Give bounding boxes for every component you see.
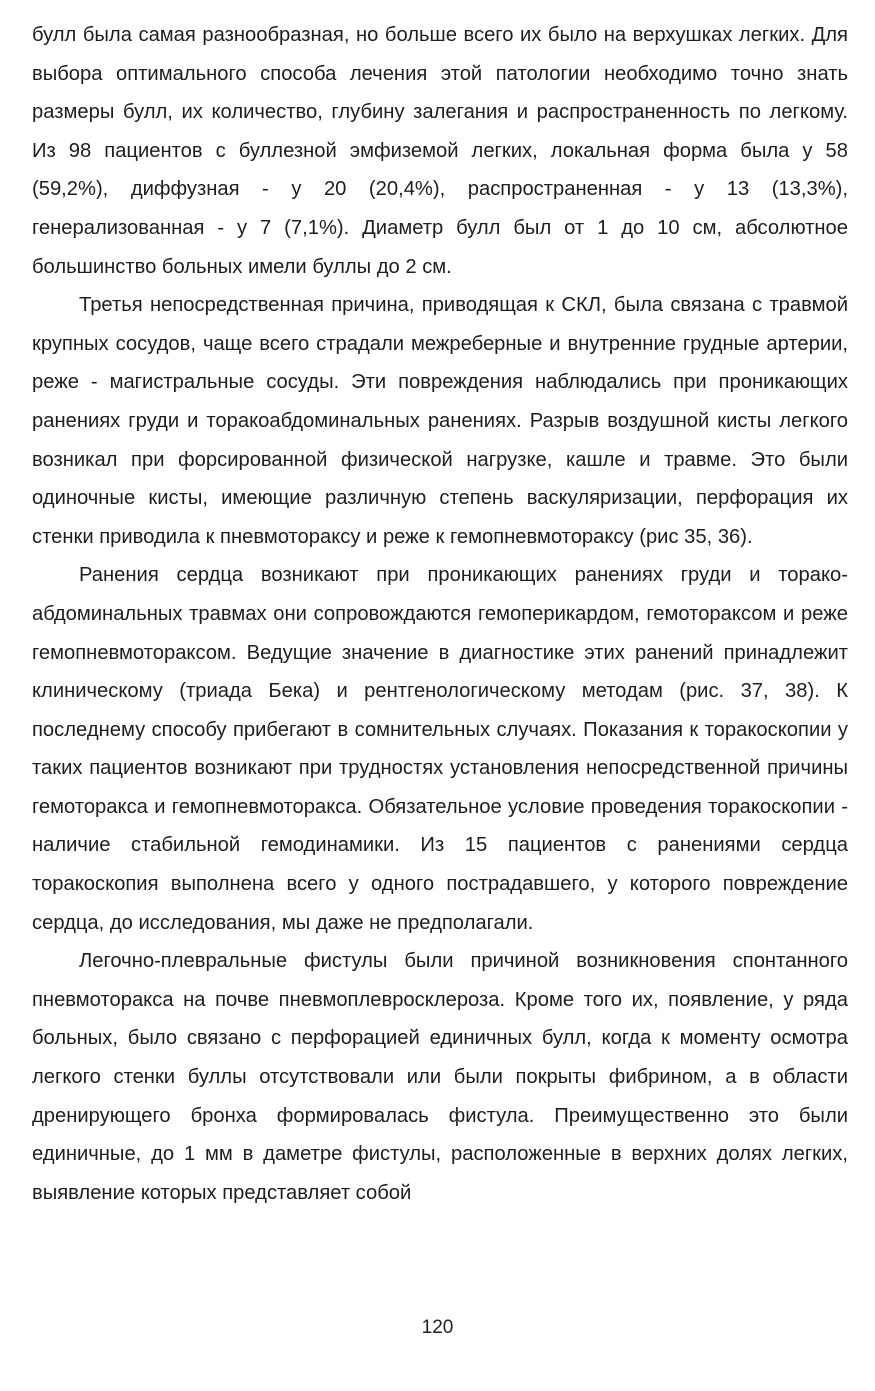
paragraph-pleural-fistulas: Легочно-плевральные фистулы были причиной возникновения спонтанного пневмоторакса на почве пневмоплевросклероза. Кроме того их, появление, у ряда больных, было связано с перфорацией единичных булл, когда к моменту осмотра легкого стенки буллы отсутствовали или были покрыты фибрином, а в области дренирующего бронха формировалась фистула. Преимущественно это были единичные, до 1 мм в даметре фистулы, расположенные в верхних долях легких, выявление которых представляет собой xyxy=(32,950,848,1204)
document-body xyxy=(32,16,848,1212)
page-number: 120 xyxy=(421,1317,454,1338)
paragraph-bullae-distribution: булл была самая разнообразная, но больше всего их было на верхушках легких. Для выбора оптимального способа лечения этой патологии необходимо точно знать размеры булл, их количество, глубину залегания и распространенность по легкому. Из 98 пациентов с буллезной эмфиземой легких, локальная форма была у 58 (59,2%), диффузная - у 20 (20,4%), распространенная - у 13 (13,3%), генерализованная - у 7 (7,1%). Диаметр булл был от 1 до 10 см, абсолютное большинство больных имели буллы до 2 см. xyxy=(32,24,848,278)
paragraph-vessel-trauma: Третья непосредственная причина, приводящая к СКЛ, была связана с травмой крупных сосудов, чаще всего страдали межреберные и внутренние грудные артерии, реже - магистральные сосуды. Эти повреждения наблюдались при проникающих ранениях груди и торакоабдоминальных ранениях. Разрыв воздушной кисты легкого возникал при форсированной физической нагрузке, кашле и травме. Это были одиночные кисты, имеющие различную степень васкуляризации, перфорация их стенки приводила к пневмотораксу и реже к гемопневмотораксу (рис 35, 36). xyxy=(32,294,848,548)
paragraph-heart-wounds: Ранения сердца возникают при проникающих ранениях груди и торакоабдоминальных травмах они сопровождаются гемоперикардом, гемотораксом и реже гемопневмотораксом. Ведущие значение в диагностике этих ранений принадлежит клиническому (триада Бека) и рентгенологическому методам (рис. 37, 38). К последнему способу прибегают в сомнительных случаях. Показания к торакоскопии у таких пациентов возникают при трудностях установления непосредственной причины гемоторакса и гемопневмоторакса. Обязательное условие проведения торакоскопии - наличие стабильной гемодинамики. Из 15 пациентов с ранениями сердца торакоскопия выполнена всего у одного пострадавшего, у которого повреждение сердца, до исследования, мы даже не предполагали. xyxy=(32,564,848,934)
